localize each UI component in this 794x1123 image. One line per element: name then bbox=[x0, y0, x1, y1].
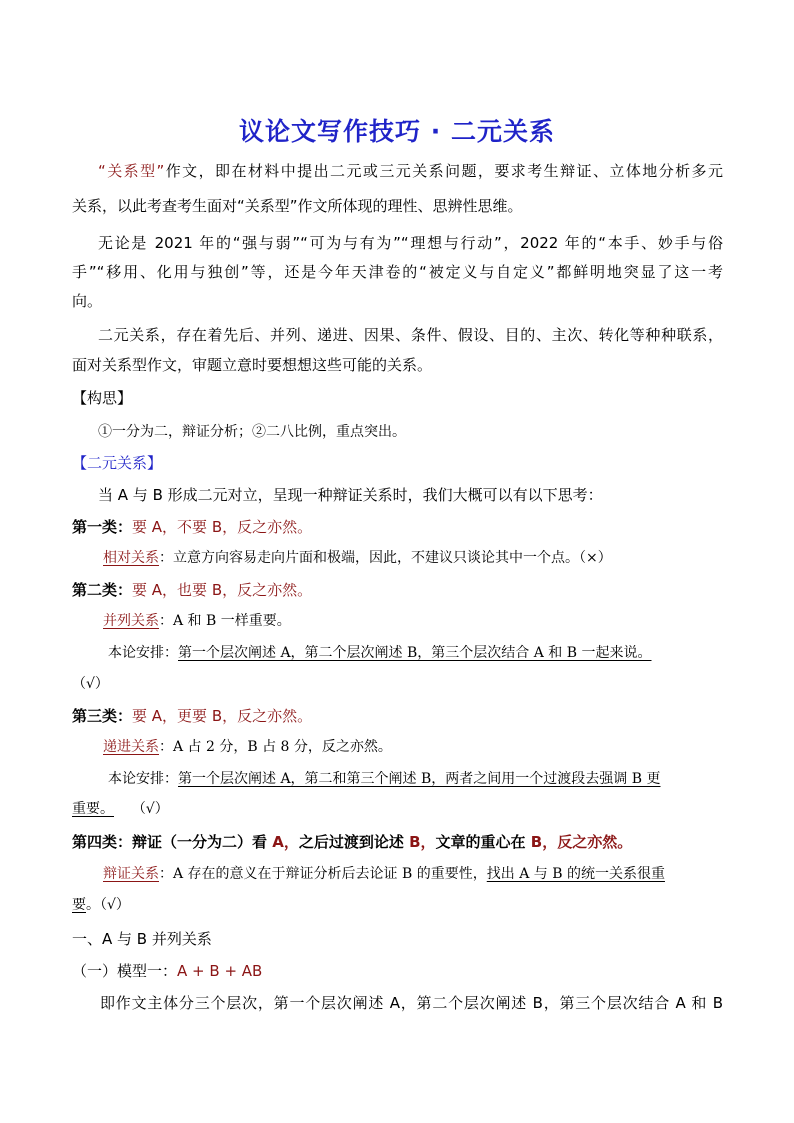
type-2-mark: （√） bbox=[72, 676, 109, 692]
intro-line: 面对关系型作文，审题立意时要想想这些可能的关系。 bbox=[72, 356, 433, 374]
type-label: 第四类： bbox=[72, 833, 133, 851]
plan-label: 本论安排： bbox=[108, 645, 178, 661]
type-3-plan-cont bbox=[72, 799, 169, 819]
type-2-plan bbox=[108, 643, 652, 663]
model-formula: A + B + AB bbox=[177, 962, 263, 980]
type-text: 之后过渡到论述 bbox=[298, 833, 410, 851]
relation-name: 辩证关系 bbox=[103, 866, 159, 882]
page-title: 议论文写作技巧 · 二元关系 bbox=[239, 117, 555, 146]
type-2-desc bbox=[103, 611, 291, 631]
intro-line: 无论是 2021 年的“强与弱”“可为与有为”“理想与行动”，2022 年的“本手、妙手与俗 bbox=[98, 234, 723, 252]
plan-text: 第一个层次阐述 A，第二和第三个阐述 B，两者之间用一个过渡段去强调 B 更 bbox=[178, 771, 661, 787]
relation-name: 递进关系 bbox=[103, 739, 159, 755]
relation-desc: ：A 和 B 一样重要。 bbox=[159, 613, 291, 629]
intro-line: 二元关系，存在着先后、并列、递进、因果、条件、假设、目的、主次、转化等种种联系， bbox=[98, 326, 723, 344]
model-label: （一）模型一： bbox=[72, 962, 178, 980]
gousi-text: ①一分为二，辩证分析；②二八比例，重点突出。 bbox=[98, 424, 406, 440]
relation-name: 并列关系 bbox=[103, 613, 159, 629]
type-text: 要 A，更要 B，反之亦然。 bbox=[132, 707, 313, 725]
relation-desc-underlined: 要 bbox=[72, 897, 86, 913]
type-1 bbox=[72, 517, 312, 537]
relation-desc-underlined: 找出 A 与 B 的统一关系很重 bbox=[486, 866, 665, 882]
section-heading-gousi: 【构思】 bbox=[72, 389, 133, 407]
eryuan-intro: 当 A 与 B 形成二元对立，呈现一种辩证关系时，我们大概可以有以下思考： bbox=[98, 486, 603, 504]
relation-desc: ：A 占 2 分，B 占 8 分，反之亦然。 bbox=[159, 739, 392, 755]
type-text: B， bbox=[409, 833, 436, 851]
intro-quote: “关系型” bbox=[98, 162, 165, 180]
type-3-plan bbox=[108, 769, 661, 789]
type-4 bbox=[72, 832, 632, 852]
type-label: 第三类： bbox=[72, 707, 133, 725]
relation-name: 相对关系 bbox=[103, 550, 159, 566]
intro-line bbox=[98, 161, 723, 181]
type-text: 要 A，不要 B，反之亦然。 bbox=[132, 518, 313, 536]
type-text: 文章的重心在 bbox=[435, 833, 531, 851]
type-2 bbox=[72, 580, 312, 600]
relation-desc: ：立意方向容易走向片面和极端，因此，不建议只谈论其中一个点。（×） bbox=[159, 550, 612, 566]
type-4-desc bbox=[103, 864, 665, 884]
plan-label: 本论安排： bbox=[108, 771, 178, 787]
section-1-heading: 一、A 与 B 并列关系 bbox=[72, 930, 212, 948]
relation-desc: ：A 存在的意义在于辩证分析后去论证 B 的重要性， bbox=[159, 866, 487, 882]
type-text: 要 A，也要 B，反之亦然。 bbox=[132, 581, 313, 599]
intro-line: 手”“移用、化用与独创”等，还是今年天津卷的“被定义与自定义”都鲜明地突显了这一考 bbox=[72, 263, 723, 281]
type-4-desc-cont bbox=[72, 895, 130, 915]
type-mark: （√） bbox=[131, 801, 169, 817]
type-mark: 。（√） bbox=[86, 897, 130, 913]
plan-text: 第一个层次阐述 A，第二个层次阐述 B，第三个层次结合 A 和 B 一起来说。 bbox=[178, 645, 652, 661]
type-label: 第一类： bbox=[72, 518, 133, 536]
intro-text: 作文，即在材料中提出二元或三元关系问题，要求考生辩证、立体地分析多元 bbox=[164, 162, 723, 180]
type-3-desc bbox=[103, 737, 392, 757]
type-text: B，反之亦然。 bbox=[530, 833, 633, 851]
type-1-desc bbox=[103, 548, 612, 568]
plan-text: 重要。 bbox=[72, 801, 114, 817]
type-text: 辩证（一分为二）看 bbox=[132, 833, 273, 851]
section-1-model bbox=[72, 961, 262, 981]
intro-line: 关系，以此考查考生面对“关系型”作文所体现的理性、思辨性思维。 bbox=[72, 197, 523, 215]
type-text: A， bbox=[272, 833, 299, 851]
type-label: 第二类： bbox=[72, 581, 133, 599]
type-3 bbox=[72, 706, 312, 726]
intro-line: 向。 bbox=[72, 292, 103, 310]
section-1-text: 即作文主体分三个层次，第一个层次阐述 A，第二个层次阐述 B，第三个层次结合 A 和 B bbox=[100, 994, 723, 1012]
section-heading-eryuan: 【二元关系】 bbox=[72, 454, 163, 472]
